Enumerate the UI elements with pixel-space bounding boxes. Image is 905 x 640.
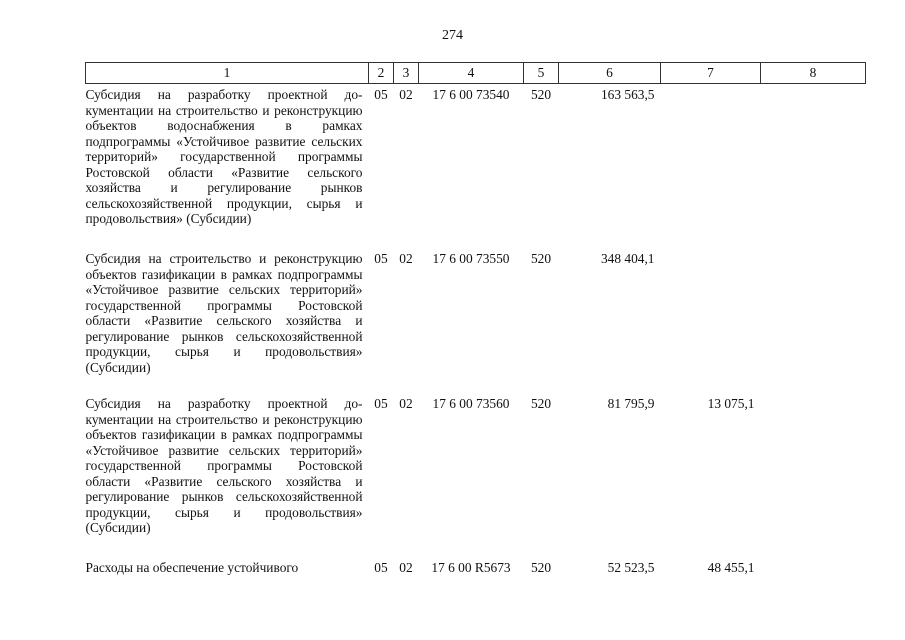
row-name: Расходы на обеспечение устойчивого (85, 560, 299, 575)
col-header-5: 5 (524, 63, 559, 84)
col-header-6: 6 (559, 63, 661, 84)
row-expense-type: 520 (530, 251, 552, 266)
row-target-code: 17 6 00 73540 (432, 87, 510, 102)
row-name: Субсидия на разработку проектной документации на строительство и реконструкцию объектов газификации в рамках подпрограммы «Устойчивое развитие сельских территорий» государственной программы Ростовской области «Развитие сельского хозяйства и регулирование рынков сельскохозяйственной продукции, сырья и продовольствия» (Субсидии) (85, 396, 363, 535)
col-header-3: 3 (394, 63, 419, 84)
table-row (86, 248, 866, 393)
row-target-code: 17 6 00 R5673 (431, 560, 511, 575)
row-amount-8 (761, 393, 866, 557)
row-amount-7: 13 075,1 (707, 396, 755, 411)
row-amount-6: 163 563,5 (600, 87, 655, 102)
row-amount-7 (661, 84, 761, 249)
row-expense-type: 520 (530, 396, 552, 411)
table-row (86, 84, 866, 249)
col-header-2: 2 (369, 63, 394, 84)
col-header-7: 7 (661, 63, 761, 84)
row-amount-8 (761, 557, 866, 590)
row-section: 05 (374, 396, 388, 411)
row-section: 05 (374, 251, 388, 266)
budget-table (85, 62, 866, 590)
table-row (86, 393, 866, 557)
page-number: 274 (442, 28, 463, 43)
row-section: 05 (374, 560, 388, 575)
col-header-8: 8 (761, 63, 866, 84)
row-target-code: 17 6 00 73550 (432, 251, 510, 266)
table-row (86, 557, 866, 590)
row-amount-6: 348 404,1 (600, 251, 655, 266)
row-name: Субсидия на разработку проектной документации на строительство и реконструкцию объектов водоснабжения в рамках подпрограммы «Устойчивое развитие сельских территорий» государственной программы Ростовской области «Развитие сельского хозяйства и регулирование рынков сельскохозяйственной продукции, сырья и продовольствия» (Субсидии) (85, 87, 363, 226)
row-subsection: 02 (399, 560, 413, 575)
row-amount-7 (661, 248, 761, 393)
row-amount-8 (761, 84, 866, 249)
row-amount-6: 81 795,9 (607, 396, 655, 411)
row-amount-6: 52 523,5 (607, 560, 655, 575)
header-row (86, 63, 866, 84)
row-subsection: 02 (399, 251, 413, 266)
row-subsection: 02 (399, 396, 413, 411)
row-name: Субсидия на строительство и реконструкцию объектов газификации в рамках подпрограммы «Устойчивое развитие сельских территорий» государственной программы Ростовской области «Развитие сельского хозяйства и регулирование рынков сельскохозяйственной продукции, сырья и продовольствия» (Субсидии) (85, 251, 363, 375)
row-section: 05 (374, 87, 388, 102)
row-amount-8 (761, 248, 866, 393)
row-expense-type: 520 (530, 87, 552, 102)
col-header-1: 1 (86, 63, 369, 84)
row-target-code: 17 6 00 73560 (432, 396, 510, 411)
row-subsection: 02 (399, 87, 413, 102)
row-amount-7: 48 455,1 (707, 560, 755, 575)
row-expense-type: 520 (530, 560, 552, 575)
col-header-4: 4 (419, 63, 524, 84)
